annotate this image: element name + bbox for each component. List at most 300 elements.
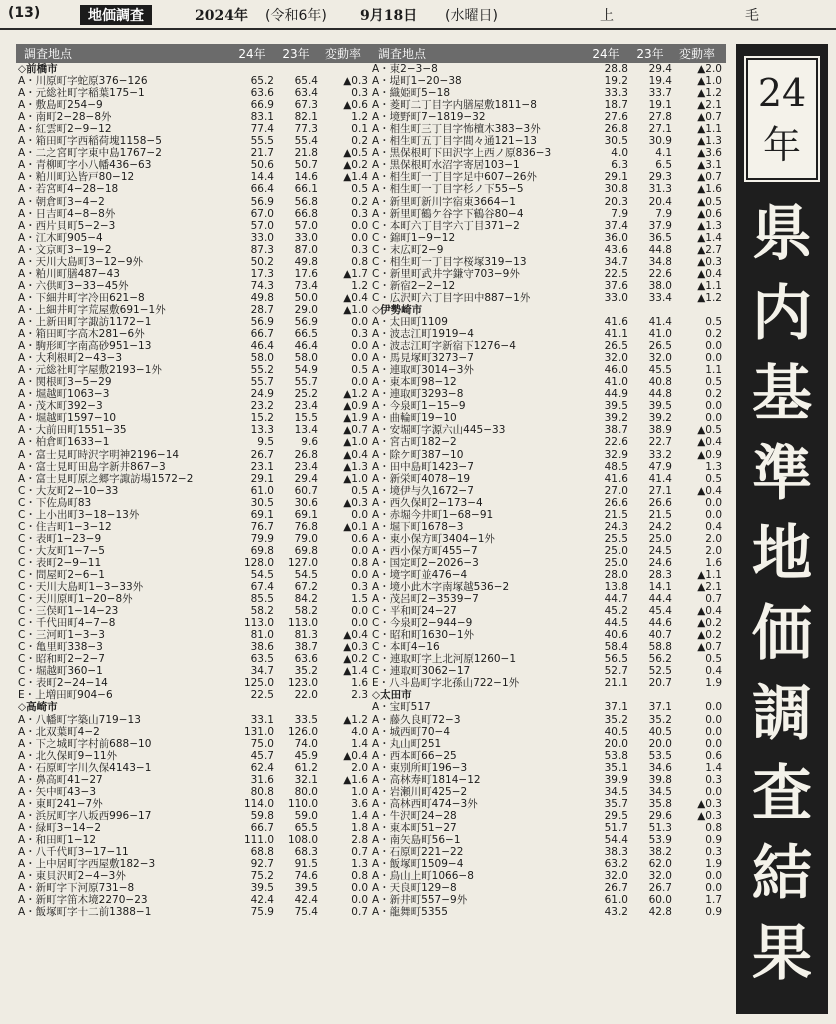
table-row [16,196,372,208]
change-cell: ▲0.4 [343,629,368,642]
change-cell: ▲0.6 [697,207,722,220]
section-label: 地価調査 [80,5,152,25]
table-row [370,497,726,509]
price-2023-cell: 35.8 [648,797,672,810]
price-2024-cell: 46.0 [604,364,628,377]
location-cell: C・亀里町338−3 [18,641,103,654]
location-cell: A・堀越町1063−3 [18,388,110,401]
table-row [16,714,372,726]
change-cell: ▲0.2 [343,159,368,172]
price-2023-cell: 26.5 [648,340,672,353]
table-row [370,870,726,882]
table-row [16,352,372,364]
price-2023-cell: 29.4 [294,472,318,485]
price-2023-cell: 38.7 [294,641,318,654]
location-cell: A・東町241−7外 [18,797,103,810]
location-cell: A・黒保根町下田沢字上西ノ原836−3 [372,147,552,160]
location-cell: A・石原町字川久保4143−1 [18,761,152,774]
price-2023-cell: 69.8 [294,544,318,557]
table-row [370,509,726,521]
table-row [370,412,726,424]
location-cell: C・天川原町1−20−8外 [18,593,133,606]
table-row [16,268,372,280]
change-cell: ▲0.7 [697,111,722,124]
year-box [746,58,818,180]
location-cell: A・和田町1−12 [18,834,97,846]
price-2024-cell: 25.0 [604,544,628,557]
price-2023-cell: 40.7 [648,629,672,642]
change-cell: 0.2 [705,328,722,341]
price-2023-cell: 45.5 [648,364,672,377]
price-2024-cell: 32.0 [604,870,628,883]
table-row [370,858,726,870]
price-2023-cell: 33.2 [648,448,672,461]
price-2023-cell: 82.1 [294,111,318,124]
change-cell: 0.0 [705,870,722,883]
price-2024-cell: 15.2 [250,412,274,425]
price-2024-cell: 26.8 [604,123,628,136]
price-2024-cell: 30.5 [250,496,274,509]
price-2023-cell: 79.0 [294,532,318,545]
price-2023-cell: 35.2 [294,665,318,678]
price-2023-cell: 40.8 [648,376,672,389]
location-cell: A・下之城町字村前688−10 [18,737,152,750]
change-cell: 0.5 [705,315,722,328]
change-cell: ▲1.4 [343,665,368,678]
location-cell: C・下佐鳥町83 [18,496,92,509]
change-cell: ▲0.9 [697,448,722,461]
municipality-heading [16,701,372,713]
table-row [370,196,726,208]
table-row [16,208,372,220]
location-cell: A・田中島町1423−7 [372,460,474,473]
price-2023-cell: 44.4 [648,593,672,606]
price-2024-cell: 39.2 [604,412,628,425]
col-2024: 24年 [238,47,266,61]
price-2024-cell: 26.6 [604,496,628,509]
table-row [370,605,726,617]
price-2023-cell: 6.5 [655,159,672,172]
change-cell: 0.7 [705,593,722,606]
table-row [370,762,726,774]
table-row [16,569,372,581]
price-2024-cell: 85.5 [250,593,274,606]
change-cell: 4.0 [351,725,368,738]
price-2024-cell: 34.7 [604,255,628,268]
price-2024-cell: 19.2 [604,75,628,88]
price-2024-cell: 35.2 [604,713,628,726]
table-row [370,220,726,232]
price-2023-cell: 47.9 [648,460,672,473]
location-cell: A・藤久良町72−3 [372,713,461,726]
change-cell: 0.5 [351,364,368,377]
change-cell: ▲1.0 [343,436,368,449]
price-2023-cell: 39.5 [294,882,318,895]
price-2024-cell: 41.6 [604,315,628,328]
table-row [370,581,726,593]
price-2023-cell: 21.5 [648,508,672,521]
price-2023-cell: 23.4 [294,400,318,413]
price-2023-cell: 33.0 [294,231,318,244]
location-cell: ◇太田市 [372,689,412,702]
change-cell: ▲1.2 [343,388,368,401]
change-cell: ▲0.2 [697,629,722,642]
price-2024-cell: 62.4 [250,761,274,774]
change-cell: 0.8 [351,870,368,883]
price-2023-cell: 32.1 [294,773,318,786]
change-cell: 0.3 [351,87,368,100]
change-cell: ▲0.4 [343,291,368,304]
change-cell: 1.7 [705,894,722,907]
price-2024-cell: 66.7 [250,821,274,834]
location-cell: A・八千代町3−17−11 [18,846,129,859]
table-row [370,810,726,822]
price-2023-cell: 45.9 [294,749,318,762]
price-2023-cell: 56.2 [648,653,672,666]
price-2023-cell: 40.5 [648,725,672,738]
price-2024-cell: 75.2 [250,870,274,883]
price-2023-cell: 46.4 [294,340,318,353]
change-cell: 1.6 [705,556,722,569]
location-cell: A・宝町517 [372,701,431,714]
change-cell: 1.8 [351,821,368,834]
price-2024-cell: 50.6 [250,159,274,172]
table-row [16,774,372,786]
location-cell: ◇前橋市 [18,63,58,75]
paper-name-part1: 上 [600,8,614,24]
price-2023-cell: 27.1 [648,484,672,497]
table-row [16,894,372,906]
table-row [16,545,372,557]
change-cell: 1.4 [705,761,722,774]
price-2023-cell: 26.6 [648,496,672,509]
location-cell: A・石原町221−22 [372,846,464,859]
price-2024-cell: 114.0 [243,797,274,810]
location-cell: C・三俣町1−14−23 [18,605,119,618]
change-cell: ▲1.6 [697,183,722,196]
price-2024-cell: 33.0 [250,231,274,244]
change-cell: 1.0 [351,785,368,798]
location-cell: C・昭和町2−2−7 [18,653,105,666]
table-row [16,316,372,328]
price-2023-cell: 29.0 [294,303,318,316]
table-row [370,171,726,183]
price-2023-cell: 42.8 [648,906,672,919]
price-2023-cell: 21.8 [294,147,318,160]
price-2024-cell: 53.8 [604,749,628,762]
right-rows [370,63,726,918]
location-cell: A・六供町3−33−45外 [18,279,129,292]
location-cell: A・連取町3014−3外 [372,364,474,377]
change-cell: ▲1.0 [697,75,722,88]
price-2024-cell: 61.0 [604,894,628,907]
table-row [370,388,726,400]
price-2024-cell: 33.1 [250,713,274,726]
table-row [16,328,372,340]
location-cell: A・敷島町254−9 [18,99,103,112]
change-cell: ▲0.6 [343,99,368,112]
location-cell: C・連取町字上北河原1260−1 [372,653,517,666]
price-2024-cell: 36.0 [604,231,628,244]
price-2023-cell: 34.5 [648,785,672,798]
price-2024-cell: 20.3 [604,195,628,208]
price-2023-cell: 113.0 [287,617,318,630]
location-cell: E・八斗島町字北孫山722−1外 [372,677,520,690]
table-row [16,762,372,774]
change-cell: ▲0.4 [697,484,722,497]
price-2023-cell: 33.7 [648,87,672,100]
table-row [370,473,726,485]
location-cell: A・新里町新川字宿東3664−1 [372,195,516,208]
change-cell: 0.0 [705,737,722,750]
table-row [16,424,372,436]
price-2023-cell: 87.0 [294,243,318,256]
municipality-heading [370,304,726,316]
location-cell: A・青柳町字小八幡436−63 [18,159,152,172]
price-2023-cell: 75.4 [294,906,318,919]
change-cell: 0.7 [351,846,368,859]
change-cell: 0.0 [351,617,368,630]
change-cell: ▲1.1 [697,279,722,292]
price-2024-cell: 56.9 [250,315,274,328]
header-rule [0,28,836,30]
price-2024-cell: 125.0 [243,677,274,690]
table-row [16,581,372,593]
table-row [16,653,372,665]
issue-year: 2024年 [195,8,248,24]
location-cell: A・元総社町字屋敷2193−1外 [18,364,162,377]
location-cell: A・紅雲町2−9−12 [18,123,112,136]
price-2024-cell: 28.8 [604,63,628,75]
price-2023-cell: 74.0 [294,737,318,750]
table-row [16,605,372,617]
price-2023-cell: 37.9 [648,219,672,232]
change-cell: ▲0.4 [697,267,722,280]
price-2024-cell: 66.9 [250,99,274,112]
headline-title: 県内基準地価調査結果 [752,199,812,989]
change-cell: ▲1.2 [697,87,722,100]
price-2023-cell: 22.6 [648,267,672,280]
change-cell: ▲1.3 [697,219,722,232]
price-2024-cell: 45.7 [250,749,274,762]
price-2024-cell: 46.4 [250,340,274,353]
location-cell: C・昭和町1630−1外 [372,629,475,642]
change-cell: ▲0.3 [343,496,368,509]
price-2023-cell: 28.3 [648,568,672,581]
price-2024-cell: 69.1 [250,508,274,521]
price-2024-cell: 67.0 [250,207,274,220]
price-2023-cell: 108.0 [287,834,318,846]
price-2024-cell: 35.1 [604,761,628,774]
location-cell: A・東本町51−27 [372,821,457,834]
price-2023-cell: 58.0 [294,352,318,365]
price-2023-cell: 35.2 [648,713,672,726]
table-row [370,352,726,364]
price-2024-cell: 29.5 [604,809,628,822]
location-cell: A・南矢島町56−1 [372,834,461,846]
change-cell: 2.0 [705,532,722,545]
table-row [16,183,372,195]
change-cell: 0.0 [705,713,722,726]
location-cell: A・龍舞町5355 [372,906,448,919]
location-cell: C・千代田町4−7−8 [18,617,116,630]
location-cell: A・茂木町392−3 [18,400,103,413]
price-2023-cell: 56.9 [294,315,318,328]
location-cell: A・堀下町1678−3 [372,520,464,533]
price-2024-cell: 4.0 [611,147,628,160]
price-2023-cell: 39.8 [648,773,672,786]
change-cell: ▲1.3 [697,135,722,148]
location-cell: C・大友町2−10−33 [18,484,119,497]
price-2024-cell: 128.0 [243,556,274,569]
location-cell: A・大利根町2−43−3 [18,352,123,365]
change-cell: ▲0.7 [697,641,722,654]
price-2023-cell: 4.1 [655,147,672,160]
change-cell: ▲3.6 [697,147,722,160]
price-2024-cell: 55.5 [250,135,274,148]
price-2023-cell: 77.3 [294,123,318,136]
price-2024-cell: 48.5 [604,460,628,473]
location-cell: A・上細井町字荒屋敷691−1外 [18,303,166,316]
change-cell [318,701,372,713]
price-2024-cell: 24.9 [250,388,274,401]
price-2024-cell: 27.6 [604,111,628,124]
change-cell: 0.9 [705,834,722,846]
price-2024-cell: 50.2 [250,255,274,268]
price-2024-cell: 63.5 [250,653,274,666]
location-cell: A・相生町一丁目字足中607−26外 [372,171,537,184]
price-2024-cell: 38.3 [604,846,628,859]
price-2024-cell: 28.7 [250,303,274,316]
price-2023-cell: 41.4 [648,315,672,328]
location-cell: C・連取町3062−17 [372,665,471,678]
price-2024-cell [230,701,274,713]
price-2023-cell: 58.2 [294,605,318,618]
change-cell: 2.8 [351,834,368,846]
table-row [370,159,726,171]
location-cell: A・曲輪町19−10 [372,412,457,425]
change-cell: 0.0 [351,882,368,895]
price-2024-cell: 18.7 [604,99,628,112]
location-cell: A・富士見町時沢字明神2196−14 [18,448,180,461]
location-cell: A・波志江町1919−4 [372,328,474,341]
price-2024-cell: 26.7 [604,882,628,895]
location-cell: A・相生町五丁目字間々通121−13 [372,135,537,148]
price-2023-cell: 54.5 [294,568,318,581]
location-cell: A・日吉町4−8−8外 [18,207,116,220]
table-row [370,75,726,87]
location-cell: C・三河町1−3−3 [18,629,105,642]
price-2024-cell: 76.7 [250,520,274,533]
location-cell: A・高林西町474−3外 [372,797,478,810]
price-2024-cell: 31.6 [250,773,274,786]
change-cell: 0.4 [705,665,722,678]
price-2024-cell: 54.5 [250,568,274,581]
price-2023-cell: 39.5 [648,400,672,413]
change-cell: 0.6 [351,532,368,545]
location-cell: A・富士見町原之郷字諏訪場1572−2 [18,472,194,485]
price-2024-cell: 39.5 [604,400,628,413]
location-cell: A・文京町3−19−2 [18,243,112,256]
price-2023-cell: 30.6 [294,496,318,509]
location-cell: A・高林寿町1814−12 [372,773,481,786]
location-cell: A・相生町三丁目字怖檀木383−3外 [372,123,541,136]
change-cell: 0.0 [351,568,368,581]
price-2023-cell: 50.7 [294,159,318,172]
price-2024-cell: 23.1 [250,460,274,473]
location-cell: A・菱町二丁目字内膳屋敷1811−8 [372,99,537,112]
table-row [370,894,726,906]
table-row [16,810,372,822]
price-2023-cell: 20.0 [648,737,672,750]
price-2023-cell: 61.2 [294,761,318,774]
price-2024-cell: 9.5 [257,436,274,449]
table-row [370,256,726,268]
table-row [16,641,372,653]
location-cell: A・堀越町1597−10 [18,412,117,425]
change-cell: 1.5 [351,593,368,606]
location-cell: C・平和町24−27 [372,605,457,618]
change-cell: 0.0 [705,400,722,413]
table-row [16,449,372,461]
location-cell: A・黒保根町水沼字寄居103−1 [372,159,520,172]
location-cell: C・上小出町3−18−13外 [18,508,140,521]
price-2024-cell: 37.4 [604,219,628,232]
price-2023-cell: 81.3 [294,629,318,642]
price-2023-cell: 44.6 [648,617,672,630]
table-row [370,63,726,75]
table-row [16,280,372,292]
price-2023-cell: 32.0 [648,870,672,883]
location-cell: A・朝倉町3−4−2 [18,195,105,208]
price-2023-cell: 32.0 [648,352,672,365]
location-cell: A・西本町66−25 [372,749,457,762]
change-cell: ▲2.1 [697,581,722,594]
location-cell: A・織姫町5−18 [372,87,451,100]
price-2023-cell: 27.1 [648,123,672,136]
location-cell: A・飯塚町字十二前1388−1 [18,906,152,919]
location-cell: A・新井町557−9外 [372,894,468,907]
table-row [370,400,726,412]
change-cell: 0.3 [705,773,722,786]
price-2024-cell: 41.1 [604,328,628,341]
change-cell: 0.1 [351,123,368,136]
price-2023-cell: 29.4 [648,63,672,75]
location-cell: A・丸山町251 [372,737,442,750]
price-2024-cell: 83.1 [250,111,274,124]
price-2024-cell: 57.0 [250,219,274,232]
table-row [16,135,372,147]
price-2024-cell [584,304,628,316]
price-2023-cell: 14.1 [648,581,672,594]
location-cell: A・若宮町4−28−18 [18,183,119,196]
price-2024-cell: 43.2 [604,906,628,919]
price-2023-cell: 27.8 [648,111,672,124]
change-cell: 0.0 [705,340,722,353]
price-2023-cell: 66.5 [294,328,318,341]
change-cell: 0.5 [705,376,722,389]
price-2023-cell: 25.2 [294,388,318,401]
change-cell: 3.6 [351,797,368,810]
price-2024-cell: 61.0 [250,484,274,497]
table-row [16,858,372,870]
table-row [370,208,726,220]
price-2023-cell: 7.9 [655,207,672,220]
location-cell: A・新町字下河原731−8 [18,882,135,895]
change-cell [318,63,372,75]
price-2023-cell: 34.6 [648,761,672,774]
price-2023-cell: 66.1 [294,183,318,196]
